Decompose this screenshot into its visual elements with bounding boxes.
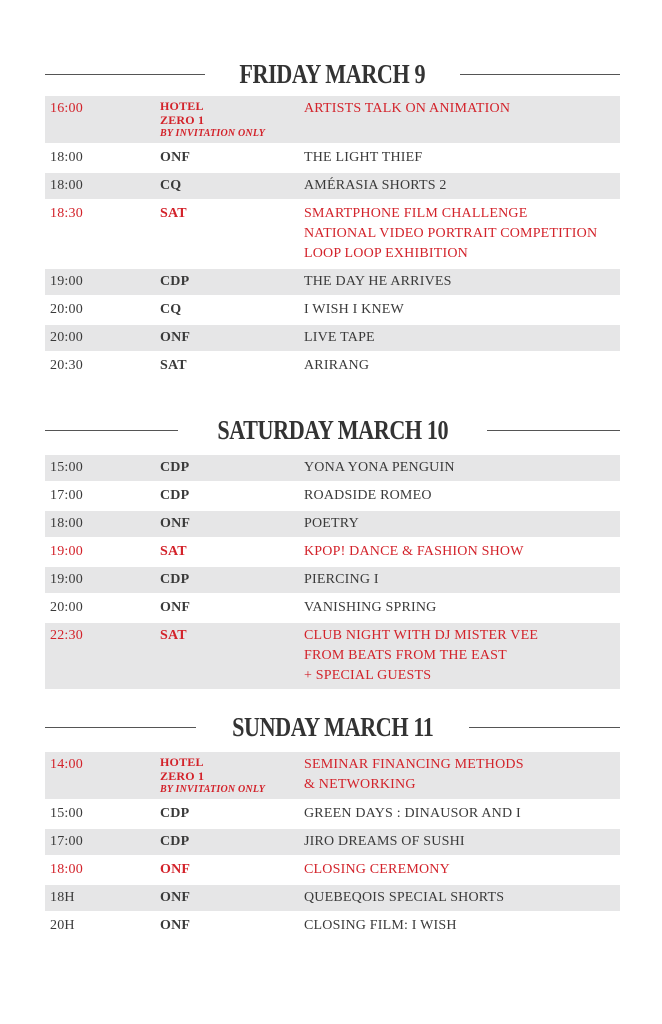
time-cell: 18:00	[50, 862, 83, 877]
event-title: LIVE TAPE	[304, 330, 375, 345]
event-cell	[304, 595, 620, 621]
venue-label: CDP	[160, 460, 190, 475]
time-cell: 14:00	[50, 757, 83, 772]
schedule-row	[45, 539, 620, 565]
event-title: ARTISTS TALK ON ANIMATION	[304, 101, 511, 116]
time-cell: 18:00	[50, 178, 83, 193]
venue-label: SAT	[160, 544, 187, 559]
time-cell: 19:00	[50, 544, 83, 559]
event-title: & NETWORKING	[304, 777, 416, 792]
time-cell: 16:00	[50, 101, 83, 116]
schedule-row	[45, 325, 620, 351]
venue-cell	[160, 297, 304, 323]
venue-label: CDP	[160, 488, 190, 503]
event-cell	[304, 483, 620, 509]
event-cell	[304, 325, 620, 351]
event-title: I WISH I KNEW	[304, 302, 404, 317]
venue-cell	[160, 483, 304, 509]
event-cell	[304, 623, 620, 689]
venue-cell	[160, 829, 304, 855]
venue-label: ONF	[160, 516, 191, 531]
venue-cell	[160, 96, 304, 143]
day-title: SATURDAY MARCH 10	[217, 414, 448, 445]
schedule-row	[45, 885, 620, 911]
schedule-row	[45, 96, 620, 143]
schedule-row	[45, 511, 620, 537]
header-rule-left	[45, 74, 205, 75]
event-cell	[304, 829, 620, 855]
event-cell	[304, 269, 620, 295]
schedule-row	[45, 297, 620, 323]
schedule-row	[45, 623, 620, 689]
event-title: YONA YONA PENGUIN	[304, 460, 455, 475]
venue-label: SAT	[160, 358, 187, 373]
header-rule-right	[460, 74, 620, 75]
event-title: THE DAY HE ARRIVES	[304, 274, 452, 289]
venue-cell	[160, 539, 304, 565]
time-cell: 20H	[50, 918, 75, 933]
schedule-row	[45, 173, 620, 199]
venue-label: HOTEL	[160, 99, 204, 113]
schedule-row	[45, 567, 620, 593]
time-cell: 17:00	[50, 834, 83, 849]
day-header	[45, 410, 620, 450]
venue-label: ONF	[160, 330, 191, 345]
event-cell	[304, 353, 620, 379]
venue-label: CDP	[160, 834, 190, 849]
header-rule-left	[45, 430, 178, 431]
venue-label: ONF	[160, 600, 191, 615]
event-title: + SPECIAL GUESTS	[304, 668, 432, 683]
event-title: NATIONAL VIDEO PORTRAIT COMPETITION	[304, 226, 598, 241]
venue-cell	[160, 173, 304, 199]
schedule-row	[45, 269, 620, 295]
time-cell: 20:30	[50, 358, 83, 373]
venue-note: BY INVITATION ONLY	[160, 128, 266, 139]
event-title: FROM BEATS FROM THE EAST	[304, 648, 507, 663]
event-title: QUEBEQOIS SPECIAL SHORTS	[304, 890, 505, 905]
time-cell: 18:30	[50, 206, 83, 221]
schedule-row	[45, 201, 620, 267]
venue-label: CDP	[160, 274, 190, 289]
day-header	[45, 707, 620, 747]
schedule-table	[45, 752, 620, 941]
venue-cell	[160, 325, 304, 351]
venue-note: BY INVITATION ONLY	[160, 784, 266, 795]
event-cell	[304, 801, 620, 827]
event-cell	[304, 173, 620, 199]
venue-label: HOTEL	[160, 755, 204, 769]
schedule-row	[45, 353, 620, 379]
event-title: JIRO DREAMS OF SUSHI	[304, 834, 465, 849]
event-title: SEMINAR FINANCING METHODS	[304, 757, 524, 772]
venue-cell	[160, 511, 304, 537]
event-cell	[304, 567, 620, 593]
event-title: CLUB NIGHT WITH DJ MISTER VEE	[304, 628, 539, 643]
schedule-row	[45, 857, 620, 883]
venue-label: ZERO 1	[160, 113, 205, 127]
time-cell: 17:00	[50, 488, 83, 503]
event-cell	[304, 96, 620, 122]
event-title: LOOP LOOP EXHIBITION	[304, 246, 468, 261]
venue-label: ONF	[160, 918, 191, 933]
event-cell	[304, 752, 620, 798]
event-cell	[304, 455, 620, 481]
time-cell: 20:00	[50, 302, 83, 317]
venue-cell	[160, 567, 304, 593]
venue-label: CQ	[160, 302, 182, 317]
venue-cell	[160, 269, 304, 295]
venue-cell	[160, 801, 304, 827]
event-cell	[304, 539, 620, 565]
event-title: CLOSING FILM: I WISH	[304, 918, 457, 933]
event-cell	[304, 201, 620, 267]
venue-cell	[160, 595, 304, 621]
event-title: ARIRANG	[304, 358, 370, 373]
day-title: SUNDAY MARCH 11	[231, 711, 434, 742]
schedule-table	[45, 455, 620, 691]
venue-label: ONF	[160, 890, 191, 905]
time-cell: 22:30	[50, 628, 83, 643]
event-cell	[304, 511, 620, 537]
time-cell: 18:00	[50, 150, 83, 165]
schedule-table	[45, 96, 620, 381]
venue-label: CDP	[160, 806, 190, 821]
venue-label: ZERO 1	[160, 769, 205, 783]
venue-label: CDP	[160, 572, 190, 587]
time-cell: 19:00	[50, 274, 83, 289]
venue-cell	[160, 885, 304, 911]
header-rule-right	[487, 430, 620, 431]
schedule-row	[45, 752, 620, 799]
venue-cell	[160, 455, 304, 481]
event-title: THE LIGHT THIEF	[304, 150, 423, 165]
event-cell	[304, 297, 620, 323]
event-title: POETRY	[304, 516, 359, 531]
event-title: ROADSIDE ROMEO	[304, 488, 432, 503]
event-cell	[304, 857, 620, 883]
venue-cell	[160, 353, 304, 379]
event-title: KPOP! DANCE & FASHION SHOW	[304, 544, 524, 559]
event-cell	[304, 913, 620, 939]
schedule-row	[45, 145, 620, 171]
schedule-row	[45, 801, 620, 827]
time-cell: 15:00	[50, 460, 83, 475]
event-title: AMÉRASIA SHORTS 2	[304, 178, 447, 193]
schedule-row	[45, 829, 620, 855]
time-cell: 20:00	[50, 600, 83, 615]
event-cell	[304, 145, 620, 171]
venue-label: ONF	[160, 150, 191, 165]
schedule-row	[45, 913, 620, 939]
event-title: PIERCING I	[304, 572, 379, 587]
event-title: VANISHING SPRING	[304, 600, 437, 615]
event-title: CLOSING CEREMONY	[304, 862, 450, 877]
venue-cell	[160, 145, 304, 171]
time-cell: 20:00	[50, 330, 83, 345]
header-rule-left	[45, 727, 196, 728]
time-cell: 19:00	[50, 572, 83, 587]
event-title: GREEN DAYS : DINAUSOR AND I	[304, 806, 521, 821]
header-rule-right	[469, 727, 620, 728]
schedule-row	[45, 483, 620, 509]
venue-label: SAT	[160, 628, 187, 643]
schedule-row	[45, 455, 620, 481]
time-cell: 18:00	[50, 516, 83, 531]
schedule-row	[45, 595, 620, 621]
event-title: SMARTPHONE FILM CHALLENGE	[304, 206, 528, 221]
time-cell: 15:00	[50, 806, 83, 821]
venue-cell	[160, 752, 304, 799]
venue-cell	[160, 857, 304, 883]
time-cell: 18H	[50, 890, 75, 905]
day-header	[45, 54, 620, 94]
venue-label: SAT	[160, 206, 187, 221]
venue-cell	[160, 201, 304, 227]
venue-cell	[160, 913, 304, 939]
venue-cell	[160, 623, 304, 649]
day-title: FRIDAY MARCH 9	[239, 58, 426, 89]
venue-label: ONF	[160, 862, 191, 877]
venue-label: CQ	[160, 178, 182, 193]
event-cell	[304, 885, 620, 911]
